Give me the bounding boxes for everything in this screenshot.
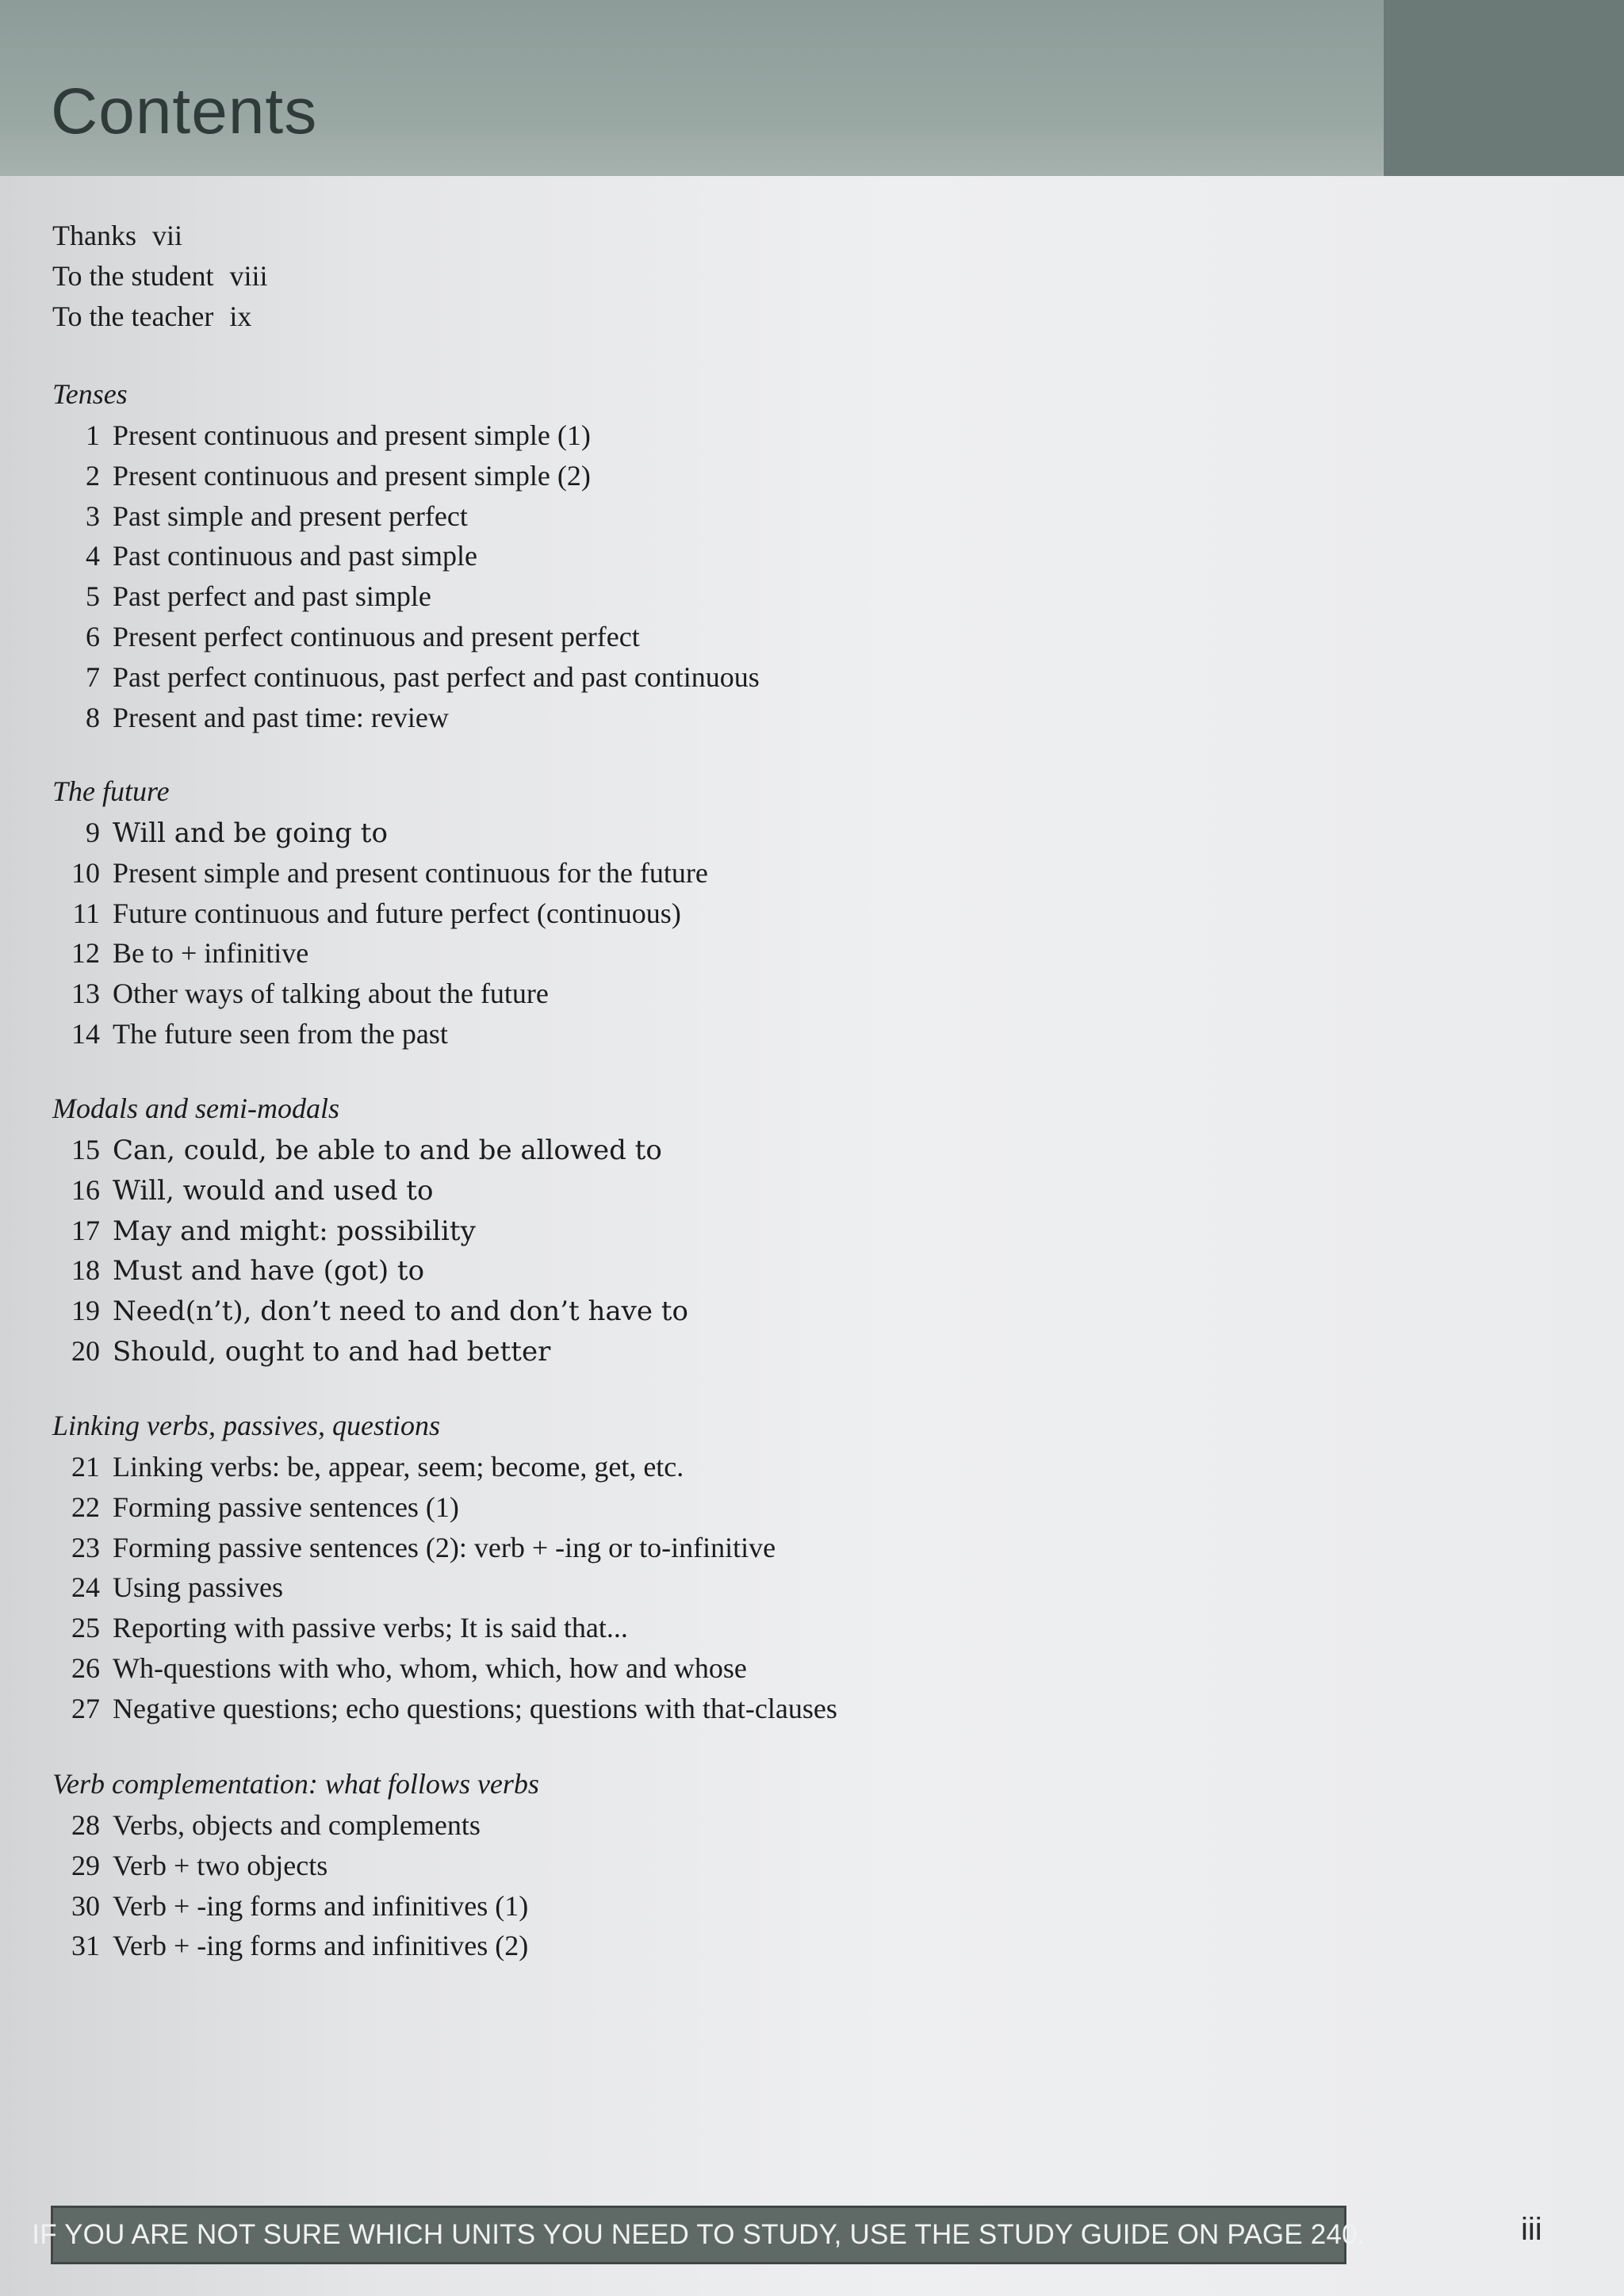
unit-title: Should, ought to and had better bbox=[113, 1335, 551, 1368]
unit-entry bbox=[52, 853, 708, 894]
unit-entry bbox=[52, 1447, 837, 1487]
unit-title: Forming passive sentences (2): verb + -ing or to-infinitive bbox=[113, 1531, 776, 1563]
unit-entry bbox=[52, 657, 760, 698]
unit-number: 25 bbox=[71, 1612, 100, 1644]
section-verb-complementation bbox=[52, 1764, 539, 1966]
unit-entry bbox=[52, 1170, 688, 1211]
section-title: Tenses bbox=[52, 378, 128, 410]
unit-title: Past perfect and past simple bbox=[113, 580, 431, 613]
unit-number: 10 bbox=[71, 856, 100, 889]
unit-entry bbox=[52, 617, 760, 657]
unit-number: 7 bbox=[86, 660, 100, 693]
front-matter-label: To the teacher bbox=[52, 300, 214, 332]
unit-entry bbox=[52, 496, 760, 537]
unit-title: Reporting with passive verbs; It is said that... bbox=[113, 1612, 628, 1644]
unit-title: Past continuous and past simple bbox=[113, 540, 477, 572]
section-title: The future bbox=[52, 775, 170, 807]
unit-number: 4 bbox=[86, 540, 100, 572]
unit-number: 5 bbox=[86, 580, 100, 613]
unit-number: 15 bbox=[71, 1134, 100, 1165]
unit-title: Past simple and present perfect bbox=[113, 499, 468, 532]
unit-title: Verb + -ing forms and infinitives (1) bbox=[113, 1889, 529, 1922]
unit-entry bbox=[52, 1648, 837, 1689]
unit-title: The future seen from the past bbox=[113, 1017, 448, 1050]
unit-number: 19 bbox=[71, 1295, 100, 1327]
unit-title: Verb + -ing forms and infinitives (2) bbox=[113, 1930, 529, 1962]
unit-title: Past perfect continuous, past perfect and past continuous bbox=[113, 660, 760, 693]
unit-title: Must and have (got) to bbox=[113, 1255, 425, 1288]
unit-entry bbox=[52, 1689, 837, 1729]
unit-number: 29 bbox=[71, 1849, 100, 1881]
unit-title: Will and be going to bbox=[113, 817, 388, 849]
unit-number: 31 bbox=[71, 1930, 100, 1962]
section-linking-verbs bbox=[52, 1406, 837, 1729]
unit-title: Can, could, be able to and be allowed to bbox=[113, 1135, 662, 1166]
unit-entry bbox=[52, 1805, 539, 1846]
section-tenses bbox=[52, 374, 760, 737]
unit-number: 18 bbox=[71, 1254, 100, 1287]
unit-entry bbox=[52, 1014, 708, 1054]
unit-entry bbox=[52, 1291, 688, 1331]
unit-number: 27 bbox=[71, 1692, 100, 1724]
unit-title: Wh-questions with who, whom, which, how and whose bbox=[113, 1651, 747, 1684]
header-tab bbox=[1384, 0, 1624, 176]
section-title: Modals and semi-modals bbox=[52, 1093, 339, 1124]
unit-number: 17 bbox=[71, 1214, 100, 1246]
unit-number: 3 bbox=[86, 499, 100, 532]
unit-title: Linking verbs: be, appear, seem; become, get, etc. bbox=[113, 1451, 684, 1483]
unit-number: 28 bbox=[71, 1809, 100, 1841]
front-matter-list bbox=[52, 216, 267, 337]
unit-number: 26 bbox=[71, 1651, 100, 1684]
unit-number: 13 bbox=[71, 978, 100, 1010]
unit-number: 14 bbox=[71, 1017, 100, 1050]
unit-number: 16 bbox=[71, 1173, 100, 1206]
unit-title: Present and past time: review bbox=[113, 701, 449, 733]
unit-title: Negative questions; echo questions; questions with that-clauses bbox=[113, 1692, 837, 1724]
unit-number: 22 bbox=[71, 1490, 100, 1523]
unit-number: 11 bbox=[72, 897, 100, 929]
unit-entry bbox=[52, 1608, 837, 1648]
study-guide-banner: IF YOU ARE NOT SURE WHICH UNITS YOU NEED TO STUDY, USE THE STUDY GUIDE ON PAGE 240. bbox=[51, 2206, 1346, 2264]
front-matter-label: To the student bbox=[52, 260, 214, 292]
unit-title: May and might: possibility bbox=[113, 1215, 476, 1247]
unit-number: 12 bbox=[71, 937, 100, 970]
section-title: Linking verbs, passives, questions bbox=[52, 1410, 440, 1441]
section-title: Verb complementation: what follows verbs bbox=[52, 1768, 539, 1800]
unit-title: Using passives bbox=[113, 1571, 283, 1604]
unit-title: Future continuous and future perfect (continuous) bbox=[113, 897, 681, 929]
unit-entry bbox=[52, 1211, 688, 1251]
unit-title: Present continuous and present simple (2) bbox=[113, 459, 591, 492]
page-number: iii bbox=[1521, 2212, 1542, 2247]
unit-entry bbox=[52, 1886, 539, 1927]
unit-number: 23 bbox=[71, 1531, 100, 1563]
unit-entry bbox=[52, 1846, 539, 1886]
unit-entry bbox=[52, 1250, 688, 1291]
front-matter-item bbox=[52, 256, 267, 297]
section-future bbox=[52, 771, 708, 1054]
unit-entry bbox=[52, 933, 708, 974]
unit-entry bbox=[52, 456, 760, 496]
unit-title: Will, would and used to bbox=[113, 1174, 434, 1207]
unit-entry bbox=[52, 536, 760, 576]
unit-entry bbox=[52, 813, 708, 853]
front-matter-page: viii bbox=[229, 260, 268, 292]
unit-title: Verbs, objects and complements bbox=[113, 1809, 481, 1841]
unit-title: Forming passive sentences (1) bbox=[113, 1490, 459, 1523]
unit-number: 1 bbox=[86, 419, 100, 451]
unit-number: 8 bbox=[86, 701, 100, 733]
unit-entry bbox=[52, 1487, 837, 1528]
front-matter-label: Thanks bbox=[52, 220, 136, 251]
unit-number: 2 bbox=[86, 459, 100, 492]
unit-number: 21 bbox=[71, 1451, 100, 1483]
front-matter-item bbox=[52, 216, 267, 256]
page-title: Contents bbox=[51, 75, 318, 147]
unit-entry bbox=[52, 894, 708, 934]
front-matter-page: vii bbox=[151, 220, 182, 251]
unit-entry bbox=[52, 415, 760, 456]
unit-entry bbox=[52, 1130, 688, 1170]
unit-number: 24 bbox=[71, 1571, 100, 1604]
front-matter-page: ix bbox=[229, 300, 252, 332]
unit-title: Need(n’t), don’t need to and don’t have to bbox=[113, 1295, 688, 1328]
unit-title: Other ways of talking about the future bbox=[113, 978, 549, 1010]
unit-title: Verb + two objects bbox=[113, 1849, 328, 1881]
unit-number: 6 bbox=[86, 620, 100, 652]
front-matter-item bbox=[52, 297, 267, 337]
unit-entry bbox=[52, 1926, 539, 1966]
unit-entry bbox=[52, 1528, 837, 1568]
unit-title: Be to + infinitive bbox=[113, 937, 309, 970]
unit-entry bbox=[52, 698, 760, 738]
unit-entry bbox=[52, 576, 760, 617]
unit-entry bbox=[52, 1331, 688, 1372]
unit-entry bbox=[52, 974, 708, 1014]
section-modals bbox=[52, 1089, 688, 1372]
unit-number: 9 bbox=[86, 817, 100, 848]
unit-number: 20 bbox=[71, 1334, 100, 1367]
unit-entry bbox=[52, 1567, 837, 1608]
unit-title: Present perfect continuous and present perfect bbox=[113, 620, 640, 652]
unit-title: Present continuous and present simple (1) bbox=[113, 419, 591, 451]
unit-title: Present simple and present continuous for the future bbox=[113, 856, 708, 889]
unit-number: 30 bbox=[71, 1889, 100, 1922]
